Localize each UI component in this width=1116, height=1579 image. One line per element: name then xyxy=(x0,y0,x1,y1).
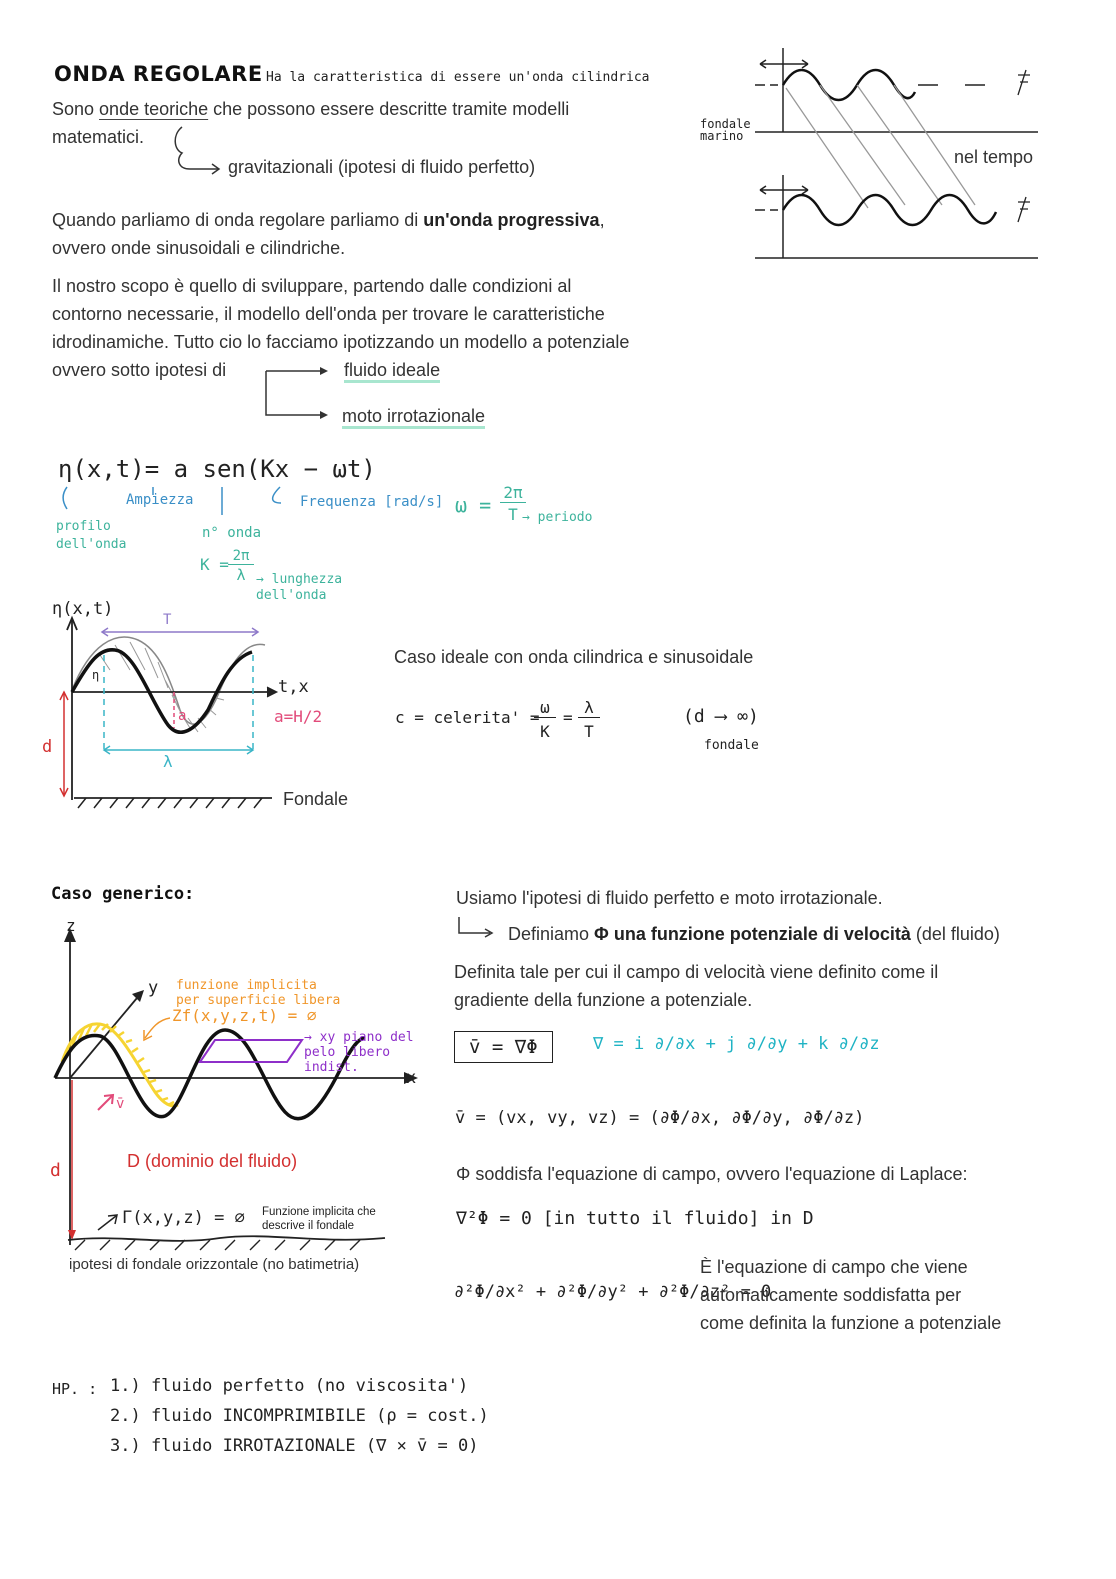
depth-d-label: d xyxy=(42,737,53,757)
scope-branch-arrows-icon xyxy=(262,365,342,425)
plot-xlabel: t,x xyxy=(278,677,309,697)
page-subtitle: Ha la caratteristica di essere un'onda cilindrica xyxy=(266,70,650,85)
scope-line2: contorno necessarie, il modello dell'onda per trovare le caratteristiche xyxy=(52,304,605,324)
progressive-line2: ovvero onde sinusoidali e cilindriche. xyxy=(52,238,346,258)
laplace-note1: È l'equazione di campo che viene xyxy=(700,1257,968,1277)
horizontal-seabed-note: ipotesi di fondale orizzontale (no batimetria) xyxy=(69,1256,360,1273)
celerity-k: K xyxy=(540,722,550,741)
amplitude-a-label: a xyxy=(178,708,187,724)
wavelength-label: → lunghezza dell'onda xyxy=(256,572,343,603)
laplace-expanded: ∂²Φ/∂x² + ∂²Φ/∂y² + ∂²Φ/∂z² = 0 xyxy=(454,1282,772,1302)
velocity-gradient-box: v̄ = ∇Φ xyxy=(454,1031,553,1063)
scope-line1: Il nostro scopo è quello di sviluppare, partendo dalle condizioni al xyxy=(52,276,572,296)
hypothesis-3: 3.) fluido IRROTAZIONALE (∇ × v̄ = 0) xyxy=(110,1436,479,1456)
potential-definition: Definiamo Φ una funzione potenziale di velocità (del fluido) xyxy=(508,924,1000,944)
profile-label: profilo dell'onda xyxy=(56,519,127,552)
potential-line3: Definita tale per cui il campo di velocità viene definito come il xyxy=(454,962,939,982)
generic-title: Caso generico: xyxy=(51,884,195,904)
lambda-label: λ xyxy=(163,752,173,771)
branch-arrow-icon xyxy=(170,125,230,180)
plot-ylabel: η(x,t) xyxy=(52,599,114,619)
omega-eq: ω = xyxy=(455,493,492,517)
scope-line4: ovvero sotto ipotesi di xyxy=(52,360,227,380)
deep-limit: (d ⟶ ∞) xyxy=(683,706,759,727)
ideal-case-title: Caso ideale con onda cilindrica e sinusoidale xyxy=(394,647,754,667)
omega-den: T xyxy=(508,505,518,524)
scope-branch2: moto irrotazionale xyxy=(342,402,485,430)
period-T-label: T xyxy=(163,612,172,628)
define-arrow-icon xyxy=(456,915,502,939)
celerity-lambda: λ xyxy=(578,698,600,718)
potential-line1: Usiamo l'ipotesi di fluido perfetto e moto irrotazionale. xyxy=(456,888,883,908)
a-equation: a=H/2 xyxy=(274,707,323,726)
amp-label: Ampiezza xyxy=(126,492,194,508)
progressive-line1: Quando parliamo di onda regolare parliamo di un'onda progressiva, xyxy=(52,210,605,230)
celerity-w: ω xyxy=(534,698,556,718)
scope-branch1: fluido ideale xyxy=(344,356,440,384)
generic-d-label: d xyxy=(50,1160,61,1181)
seabed-text: Fondale xyxy=(283,789,349,809)
celerity-eq: c = celerita' = xyxy=(395,708,540,727)
onde-teoriche: onde teoriche xyxy=(99,99,209,119)
surface-note: funzione implicita per superficie libera xyxy=(176,978,341,1008)
wave-profile-plot xyxy=(40,600,370,810)
k-den: λ xyxy=(236,566,246,584)
intro-line2: matematici. xyxy=(52,127,145,147)
time-label: nel tempo xyxy=(954,147,1034,167)
freq-label: Frequenza [rad/s] xyxy=(300,494,444,510)
seabed-equation: Γ(x,y,z) = ∅ xyxy=(122,1208,245,1228)
hypotheses-label: HP. : xyxy=(52,1380,98,1398)
wavenum-label: n° onda xyxy=(202,525,262,541)
fluid-domain-label: D (dominio del fluido) xyxy=(127,1151,298,1171)
celerity-equals: = xyxy=(563,708,573,727)
hypothesis-1: 1.) fluido perfetto (no viscosita') xyxy=(110,1376,469,1396)
hypothesis-2: 2.) fluido INCOMPRIMIBILE (ρ = cost.) xyxy=(110,1406,489,1426)
wave-equation: η(x,t)= a sen(Kx − ωt) xyxy=(58,455,376,483)
omega-num: 2π xyxy=(500,483,526,503)
celerity-T: T xyxy=(584,722,594,741)
page-title: ONDA REGOLARE xyxy=(54,62,263,86)
velocity-label: v̄ xyxy=(116,1096,125,1112)
laplace-text: Φ soddisfa l'equazione di campo, ovvero l'equazione di Laplace: xyxy=(456,1164,968,1184)
generic-case-diagram xyxy=(40,920,430,1250)
plane-note: → xy piano del pelo libero indist. xyxy=(304,1030,414,1075)
seabed-label: fondale marino xyxy=(700,117,751,143)
intro-branch: gravitazionali (ipotesi di fluido perfetto) xyxy=(228,157,536,177)
x-axis-label: x xyxy=(406,1068,417,1088)
laplace-note3: come definita la funzione a potenziale xyxy=(700,1313,1002,1333)
y-axis-label: y xyxy=(148,978,159,998)
intro-line1: Sono onde teoriche che possono essere descritte tramite modelli xyxy=(52,99,570,119)
period-label: → periodo xyxy=(522,510,593,525)
nabla-operator: ∇ = i ∂/∂x + j ∂/∂y + k ∂/∂z xyxy=(593,1034,880,1054)
k-num: 2π xyxy=(228,548,254,565)
potential-line4: gradiente della funzione a potenziale. xyxy=(454,990,753,1010)
eta-label: η xyxy=(92,668,100,682)
surface-equation: Zf(x,y,z,t) = ∅ xyxy=(172,1006,317,1025)
scope-line3: idrodinamiche. Tutto cio lo facciamo ipotizzando un modello a potenziale xyxy=(52,332,630,352)
deep-limit-note: fondale xyxy=(704,738,759,753)
velocity-components: v̄ = (vx, vy, vz) = (∂Φ/∂x, ∂Φ/∂y, ∂Φ/∂z) xyxy=(455,1108,865,1128)
z-axis-label: z xyxy=(66,916,76,935)
k-eq: K = xyxy=(200,555,229,574)
laplace-note2: automaticamente soddisfatta per xyxy=(700,1285,962,1305)
seabed-note: Funzione implicita che descrive il fondale xyxy=(262,1206,376,1232)
laplace-equation: ∇²Φ = 0 [in tutto il fluido] in D xyxy=(456,1208,814,1229)
